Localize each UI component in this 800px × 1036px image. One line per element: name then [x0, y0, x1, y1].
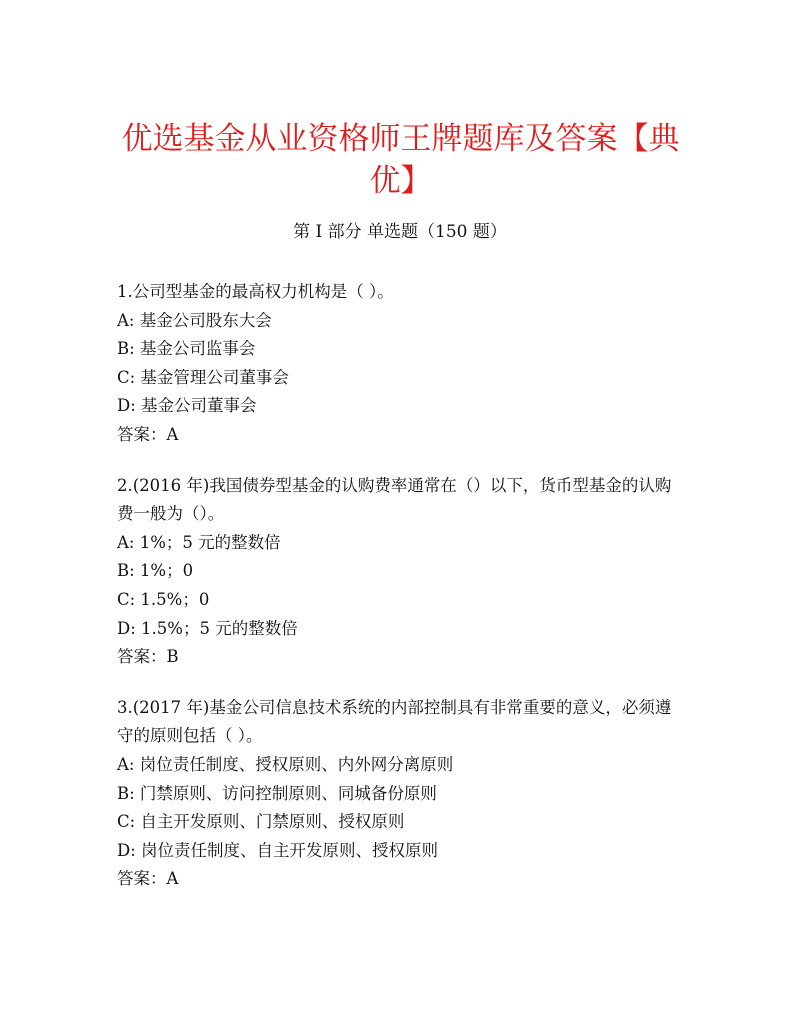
question-2: [117, 472, 687, 672]
option-c: C: 基金管理公司董事会: [117, 367, 289, 387]
answer: 答案：A: [117, 424, 179, 444]
question-1: [117, 278, 687, 450]
option-d: D: 岗位责任制度、自主开发原则、授权原则: [117, 840, 439, 860]
question-stem: 1.公司型基金的最高权力机构是（ ）。: [117, 282, 394, 301]
option-d: D: 基金公司董事会: [117, 396, 257, 416]
question-list: [117, 278, 687, 916]
option-a: A: 岗位责任制度、授权原则、内外网分离原则: [117, 754, 454, 774]
option-b: B: 1%；0: [117, 561, 194, 581]
option-c: C: 自主开发原则、门禁原则、授权原则: [117, 812, 405, 832]
section-heading: 第 I 部分 单选题（150 题）: [293, 222, 507, 242]
answer: 答案：A: [117, 869, 179, 889]
option-a: A: 基金公司股东大会: [117, 310, 272, 330]
answer: 答案：B: [117, 647, 179, 667]
option-b: B: 基金公司监事会: [117, 339, 256, 359]
question-stem: 2.(2016 年)我国债券型基金的认购费率通常在（）以下，货币型基金的认购费一般为（）。: [117, 475, 672, 524]
option-a: A: 1%；5 元的整数倍: [117, 532, 281, 552]
document-title: 优选基金从业资格师王牌题库及答案【典优】: [121, 121, 680, 199]
question-stem: 3.(2017 年)基金公司信息技术系统的内部控制具有非常重要的意义，必须遵守的原则包括（ ）。: [117, 697, 672, 746]
option-b: B: 门禁原则、访问控制原则、同城备份原则: [117, 783, 437, 803]
option-c: C: 1.5%；0: [117, 589, 210, 609]
option-d: D: 1.5%；5 元的整数倍: [117, 618, 298, 638]
question-3: [117, 694, 687, 894]
